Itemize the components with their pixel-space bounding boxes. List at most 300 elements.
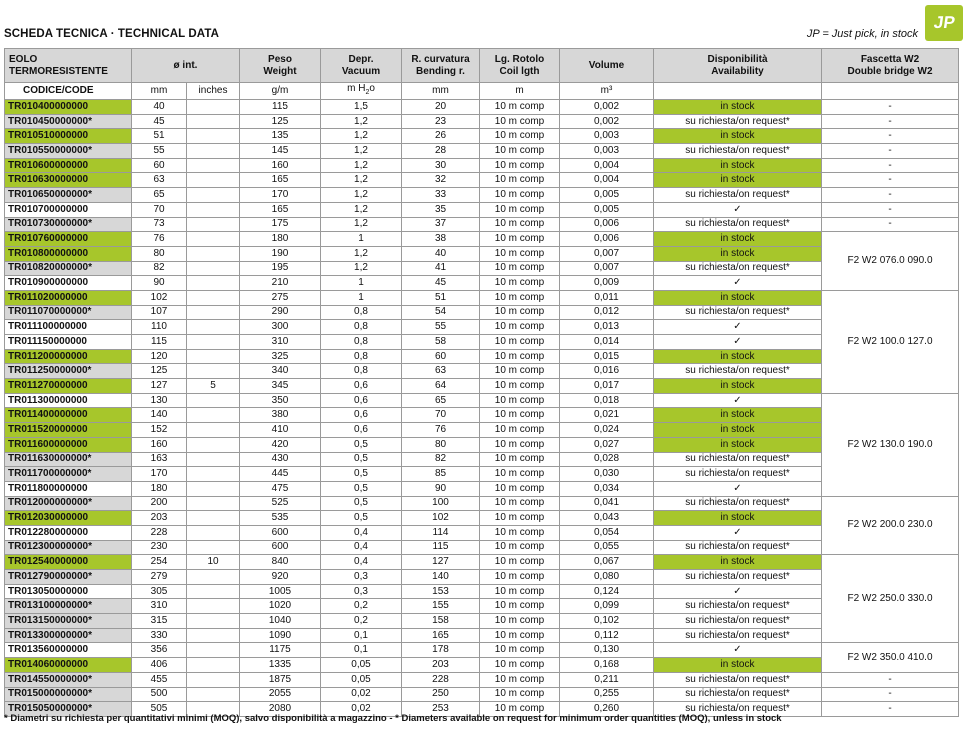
bending-cell: 32 [402, 173, 480, 188]
bending-cell: 23 [402, 114, 480, 129]
volume-cell: 0,034 [560, 481, 654, 496]
diam-mm-cell: 55 [132, 144, 187, 159]
weight-cell: 275 [240, 290, 321, 305]
availability-cell: su richiesta/on request* [654, 540, 822, 555]
volume-cell: 0,112 [560, 628, 654, 643]
vacuum-cell: 0,6 [321, 379, 402, 394]
coil-cell: 10 m comp [480, 261, 560, 276]
volume-cell: 0,211 [560, 672, 654, 687]
weight-cell: 430 [240, 452, 321, 467]
col-header-rotolo: Lg. Rotolo Coil lgth [480, 49, 560, 83]
availability-cell: su richiesta/on request* [654, 570, 822, 585]
vacuum-cell: 0,8 [321, 364, 402, 379]
diam-inches-cell [187, 540, 240, 555]
diam-inches-cell [187, 100, 240, 115]
table-row [5, 614, 959, 629]
diam-mm-cell: 180 [132, 481, 187, 496]
availability-cell: su richiesta/on request* [654, 599, 822, 614]
availability-cell: in stock [654, 511, 822, 526]
fascetta-cell: - [822, 129, 959, 144]
header-row [5, 49, 959, 83]
volume-cell: 0,006 [560, 217, 654, 232]
availability-cell: in stock [654, 232, 822, 247]
coil-cell: 10 m comp [480, 232, 560, 247]
diam-mm-cell: 170 [132, 467, 187, 482]
code-cell: TR010820000000* [5, 261, 132, 276]
volume-cell: 0,002 [560, 100, 654, 115]
availability-cell: su richiesta/on request* [654, 687, 822, 702]
weight-cell: 420 [240, 437, 321, 452]
bending-cell: 38 [402, 232, 480, 247]
diam-inches-cell: 10 [187, 555, 240, 570]
diam-inches-cell [187, 158, 240, 173]
coil-cell: 10 m comp [480, 246, 560, 261]
weight-cell: 135 [240, 129, 321, 144]
weight-cell: 160 [240, 158, 321, 173]
vacuum-cell: 1,2 [321, 144, 402, 159]
volume-cell: 0,099 [560, 599, 654, 614]
availability-cell: su richiesta/on request* [654, 305, 822, 320]
coil-cell: 10 m comp [480, 379, 560, 394]
weight-cell: 1020 [240, 599, 321, 614]
table-row [5, 687, 959, 702]
table-row [5, 100, 959, 115]
code-cell: TR011400000000 [5, 408, 132, 423]
vacuum-cell: 1,2 [321, 129, 402, 144]
weight-cell: 310 [240, 335, 321, 350]
volume-cell: 0,015 [560, 349, 654, 364]
code-cell: TR012540000000 [5, 555, 132, 570]
availability-cell: su richiesta/on request* [654, 628, 822, 643]
diam-mm-cell: 73 [132, 217, 187, 232]
code-cell: TR010400000000 [5, 100, 132, 115]
table-row [5, 349, 959, 364]
bending-cell: 55 [402, 320, 480, 335]
weight-cell: 840 [240, 555, 321, 570]
availability-cell: in stock [654, 408, 822, 423]
coil-cell: 10 m comp [480, 525, 560, 540]
coil-cell: 10 m comp [480, 144, 560, 159]
code-cell: TR012280000000 [5, 525, 132, 540]
weight-cell: 165 [240, 173, 321, 188]
diam-mm-cell: 356 [132, 643, 187, 658]
table-row [5, 643, 959, 658]
code-cell: TR012790000000* [5, 570, 132, 585]
diam-inches-cell [187, 144, 240, 159]
code-cell: TR013300000000* [5, 628, 132, 643]
coil-cell: 10 m comp [480, 599, 560, 614]
diam-mm-cell: 70 [132, 202, 187, 217]
availability-cell: in stock [654, 437, 822, 452]
code-cell: TR010800000000 [5, 246, 132, 261]
availability-cell: in stock [654, 379, 822, 394]
coil-cell: 10 m comp [480, 364, 560, 379]
vacuum-cell: 0,5 [321, 452, 402, 467]
weight-cell: 525 [240, 496, 321, 511]
unit-rotolo: m [480, 83, 560, 100]
unit-depr-sub: 2 [365, 89, 370, 96]
availability-cell: su richiesta/on request* [654, 188, 822, 203]
bending-cell: 102 [402, 511, 480, 526]
diam-mm-cell: 40 [132, 100, 187, 115]
unit-fascetta [822, 83, 959, 100]
coil-cell: 10 m comp [480, 511, 560, 526]
fascetta-cell: - [822, 188, 959, 203]
weight-cell: 1005 [240, 584, 321, 599]
volume-cell: 0,007 [560, 246, 654, 261]
diam-inches-cell [187, 467, 240, 482]
bending-cell: 70 [402, 408, 480, 423]
volume-cell: 0,005 [560, 202, 654, 217]
bending-cell: 60 [402, 349, 480, 364]
volume-cell: 0,012 [560, 305, 654, 320]
vacuum-cell: 0,8 [321, 349, 402, 364]
diam-mm-cell: 51 [132, 129, 187, 144]
table-row [5, 672, 959, 687]
weight-cell: 115 [240, 100, 321, 115]
diam-mm-cell: 310 [132, 599, 187, 614]
table-row [5, 540, 959, 555]
vacuum-cell: 1,2 [321, 246, 402, 261]
fascetta-cell: F2 W2 350.0 410.0 [822, 643, 959, 672]
code-cell: TR011630000000* [5, 452, 132, 467]
vacuum-cell: 0,3 [321, 570, 402, 585]
col-header-peso: Peso Weight [240, 49, 321, 83]
volume-cell: 0,002 [560, 114, 654, 129]
weight-cell: 195 [240, 261, 321, 276]
availability-cell: in stock [654, 100, 822, 115]
weight-cell: 125 [240, 114, 321, 129]
vacuum-cell: 0,6 [321, 408, 402, 423]
coil-cell: 10 m comp [480, 702, 560, 717]
coil-cell: 10 m comp [480, 202, 560, 217]
weight-cell: 2055 [240, 687, 321, 702]
code-cell: TR014550000000* [5, 672, 132, 687]
table-row [5, 173, 959, 188]
vacuum-cell: 0,02 [321, 702, 402, 717]
bending-cell: 85 [402, 467, 480, 482]
coil-cell: 10 m comp [480, 393, 560, 408]
table-row [5, 217, 959, 232]
availability-cell: su richiesta/on request* [654, 614, 822, 629]
unit-volume: m³ [560, 83, 654, 100]
vacuum-cell: 0,6 [321, 393, 402, 408]
vacuum-cell: 1,2 [321, 158, 402, 173]
unit-mm: mm [132, 83, 187, 100]
fascetta-cell: - [822, 144, 959, 159]
fascetta-cell: F2 W2 130.0 190.0 [822, 393, 959, 496]
coil-cell: 10 m comp [480, 100, 560, 115]
table-row [5, 496, 959, 511]
table-row [5, 481, 959, 496]
units-row [5, 83, 959, 100]
weight-cell: 170 [240, 188, 321, 203]
diam-mm-cell: 406 [132, 658, 187, 673]
coil-cell: 10 m comp [480, 423, 560, 438]
diam-inches-cell [187, 114, 240, 129]
bending-cell: 178 [402, 643, 480, 658]
availability-cell: ✓ [654, 393, 822, 408]
diam-mm-cell: 82 [132, 261, 187, 276]
table-row [5, 320, 959, 335]
volume-cell: 0,009 [560, 276, 654, 291]
diam-inches-cell [187, 188, 240, 203]
bending-cell: 40 [402, 246, 480, 261]
bending-cell: 82 [402, 452, 480, 467]
table-body [5, 100, 959, 717]
code-cell: TR011270000000 [5, 379, 132, 394]
fascetta-cell: - [822, 687, 959, 702]
vacuum-cell: 0,4 [321, 555, 402, 570]
fascetta-cell: - [822, 173, 959, 188]
volume-cell: 0,003 [560, 144, 654, 159]
volume-cell: 0,255 [560, 687, 654, 702]
volume-cell: 0,130 [560, 643, 654, 658]
diam-inches-cell [187, 599, 240, 614]
weight-cell: 600 [240, 525, 321, 540]
diam-mm-cell: 330 [132, 628, 187, 643]
vacuum-cell: 0,2 [321, 614, 402, 629]
diam-inches-cell [187, 496, 240, 511]
fascetta-cell: F2 W2 250.0 330.0 [822, 555, 959, 643]
diam-inches-cell [187, 232, 240, 247]
code-cell: TR010600000000 [5, 158, 132, 173]
code-cell: TR013150000000* [5, 614, 132, 629]
vacuum-cell: 0,4 [321, 525, 402, 540]
diam-inches-cell [187, 393, 240, 408]
coil-cell: 10 m comp [480, 335, 560, 350]
volume-cell: 0,021 [560, 408, 654, 423]
coil-cell: 10 m comp [480, 658, 560, 673]
vacuum-cell: 1,5 [321, 100, 402, 115]
code-cell: TR011070000000* [5, 305, 132, 320]
availability-cell: su richiesta/on request* [654, 114, 822, 129]
volume-cell: 0,041 [560, 496, 654, 511]
diam-inches-cell [187, 290, 240, 305]
availability-cell: su richiesta/on request* [654, 467, 822, 482]
page-title: SCHEDA TECNICA · TECHNICAL DATA [4, 28, 219, 40]
coil-cell: 10 m comp [480, 584, 560, 599]
diam-mm-cell: 160 [132, 437, 187, 452]
diam-inches-cell [187, 202, 240, 217]
diam-mm-cell: 107 [132, 305, 187, 320]
vacuum-cell: 0,8 [321, 335, 402, 350]
diam-mm-cell: 90 [132, 276, 187, 291]
availability-cell: in stock [654, 173, 822, 188]
vacuum-cell: 0,1 [321, 628, 402, 643]
coil-cell: 10 m comp [480, 217, 560, 232]
diam-inches-cell [187, 687, 240, 702]
diam-mm-cell: 200 [132, 496, 187, 511]
diam-mm-cell: 45 [132, 114, 187, 129]
diam-inches-cell [187, 335, 240, 350]
diam-mm-cell: 120 [132, 349, 187, 364]
volume-cell: 0,016 [560, 364, 654, 379]
vacuum-cell: 1,2 [321, 202, 402, 217]
col-header-disp: Disponibilità Availability [654, 49, 822, 83]
weight-cell: 1090 [240, 628, 321, 643]
diam-inches-cell: 5 [187, 379, 240, 394]
col-header-depr: Depr. Vacuum [321, 49, 402, 83]
diam-mm-cell: 254 [132, 555, 187, 570]
table-row [5, 158, 959, 173]
table-row [5, 393, 959, 408]
availability-cell: su richiesta/on request* [654, 702, 822, 717]
bending-cell: 20 [402, 100, 480, 115]
vacuum-cell: 1,2 [321, 261, 402, 276]
availability-cell: su richiesta/on request* [654, 261, 822, 276]
bending-cell: 155 [402, 599, 480, 614]
diam-mm-cell: 115 [132, 335, 187, 350]
vacuum-cell: 0,5 [321, 467, 402, 482]
bending-cell: 228 [402, 672, 480, 687]
volume-cell: 0,018 [560, 393, 654, 408]
diam-mm-cell: 500 [132, 687, 187, 702]
bending-cell: 127 [402, 555, 480, 570]
diam-inches-cell [187, 173, 240, 188]
fascetta-cell: - [822, 702, 959, 717]
code-cell: TR011300000000 [5, 393, 132, 408]
diam-mm-cell: 163 [132, 452, 187, 467]
diam-mm-cell: 63 [132, 173, 187, 188]
diam-mm-cell: 130 [132, 393, 187, 408]
bending-cell: 28 [402, 144, 480, 159]
vacuum-cell: 1,2 [321, 217, 402, 232]
bending-cell: 37 [402, 217, 480, 232]
coil-cell: 10 m comp [480, 452, 560, 467]
table-row [5, 232, 959, 247]
code-cell: TR013100000000* [5, 599, 132, 614]
unit-code: CODICE/CODE [5, 83, 132, 100]
vacuum-cell: 0,5 [321, 481, 402, 496]
diam-inches-cell [187, 452, 240, 467]
vacuum-cell: 1 [321, 276, 402, 291]
volume-cell: 0,067 [560, 555, 654, 570]
bending-cell: 26 [402, 129, 480, 144]
fascetta-cell: F2 W2 200.0 230.0 [822, 496, 959, 555]
table-row [5, 437, 959, 452]
bending-cell: 30 [402, 158, 480, 173]
bending-cell: 51 [402, 290, 480, 305]
diam-mm-cell: 305 [132, 584, 187, 599]
availability-cell: su richiesta/on request* [654, 672, 822, 687]
bending-cell: 158 [402, 614, 480, 629]
weight-cell: 380 [240, 408, 321, 423]
code-cell: TR010760000000 [5, 232, 132, 247]
volume-cell: 0,004 [560, 158, 654, 173]
code-cell: TR010700000000 [5, 202, 132, 217]
table-row [5, 511, 959, 526]
vacuum-cell: 1 [321, 290, 402, 305]
diam-mm-cell: 127 [132, 379, 187, 394]
vacuum-cell: 1 [321, 232, 402, 247]
vacuum-cell: 0,4 [321, 540, 402, 555]
table-row [5, 246, 959, 261]
volume-cell: 0,030 [560, 467, 654, 482]
volume-cell: 0,043 [560, 511, 654, 526]
table-row [5, 202, 959, 217]
fascetta-cell: F2 W2 076.0 090.0 [822, 232, 959, 291]
diam-inches-cell [187, 614, 240, 629]
diam-mm-cell: 102 [132, 290, 187, 305]
coil-cell: 10 m comp [480, 628, 560, 643]
diam-inches-cell [187, 525, 240, 540]
weight-cell: 350 [240, 393, 321, 408]
fascetta-cell: F2 W2 100.0 127.0 [822, 290, 959, 393]
technical-data-table [4, 48, 959, 717]
diam-inches-cell [187, 658, 240, 673]
weight-cell: 300 [240, 320, 321, 335]
weight-cell: 340 [240, 364, 321, 379]
coil-cell: 10 m comp [480, 555, 560, 570]
coil-cell: 10 m comp [480, 467, 560, 482]
diam-mm-cell: 140 [132, 408, 187, 423]
table-row [5, 144, 959, 159]
vacuum-cell: 0,05 [321, 672, 402, 687]
bending-cell: 63 [402, 364, 480, 379]
bending-cell: 90 [402, 481, 480, 496]
vacuum-cell: 1,2 [321, 188, 402, 203]
diam-mm-cell: 279 [132, 570, 187, 585]
diam-inches-cell [187, 320, 240, 335]
vacuum-cell: 0,05 [321, 658, 402, 673]
coil-cell: 10 m comp [480, 276, 560, 291]
diam-mm-cell: 125 [132, 364, 187, 379]
code-cell: TR011600000000 [5, 437, 132, 452]
diam-mm-cell: 110 [132, 320, 187, 335]
availability-cell: ✓ [654, 525, 822, 540]
volume-cell: 0,102 [560, 614, 654, 629]
diam-inches-cell [187, 129, 240, 144]
diam-mm-cell: 76 [132, 232, 187, 247]
volume-cell: 0,013 [560, 320, 654, 335]
code-cell: TR013560000000 [5, 643, 132, 658]
code-cell: TR010730000000* [5, 217, 132, 232]
code-cell: TR011700000000* [5, 467, 132, 482]
unit-disp [654, 83, 822, 100]
diam-mm-cell: 228 [132, 525, 187, 540]
volume-cell: 0,004 [560, 173, 654, 188]
weight-cell: 445 [240, 467, 321, 482]
weight-cell: 345 [240, 379, 321, 394]
diam-inches-cell [187, 481, 240, 496]
coil-cell: 10 m comp [480, 481, 560, 496]
diam-mm-cell: 455 [132, 672, 187, 687]
diam-inches-cell [187, 423, 240, 438]
coil-cell: 10 m comp [480, 687, 560, 702]
coil-cell: 10 m comp [480, 437, 560, 452]
diam-mm-cell: 505 [132, 702, 187, 717]
volume-cell: 0,024 [560, 423, 654, 438]
code-cell: TR010650000000* [5, 188, 132, 203]
table-row [5, 261, 959, 276]
coil-cell: 10 m comp [480, 114, 560, 129]
availability-cell: su richiesta/on request* [654, 364, 822, 379]
availability-cell: ✓ [654, 320, 822, 335]
vacuum-cell: 0,5 [321, 496, 402, 511]
code-cell: TR011200000000 [5, 349, 132, 364]
fascetta-cell: - [822, 672, 959, 687]
vacuum-cell: 0,8 [321, 305, 402, 320]
code-cell: TR012300000000* [5, 540, 132, 555]
code-cell: TR013050000000 [5, 584, 132, 599]
fascetta-cell: - [822, 217, 959, 232]
availability-cell: su richiesta/on request* [654, 144, 822, 159]
code-cell: TR011800000000 [5, 481, 132, 496]
vacuum-cell: 0,5 [321, 511, 402, 526]
volume-cell: 0,028 [560, 452, 654, 467]
diam-inches-cell [187, 511, 240, 526]
